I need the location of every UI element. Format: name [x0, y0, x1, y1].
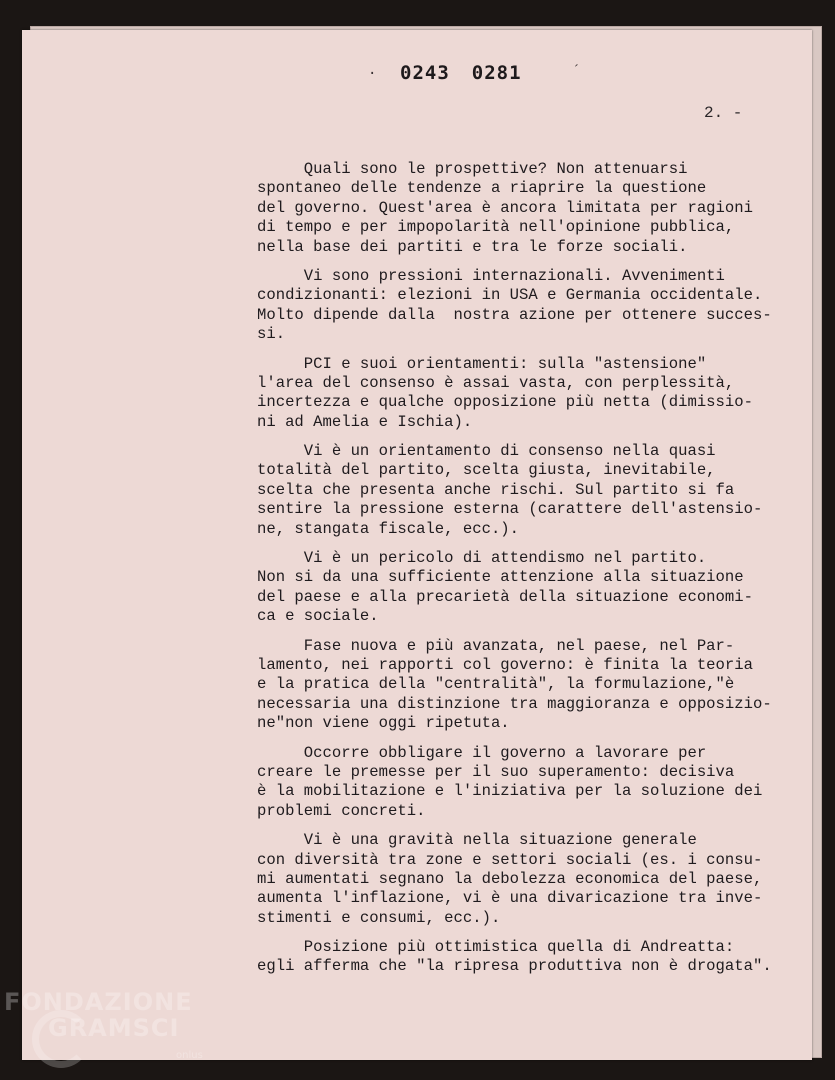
paragraph: [257, 442, 797, 539]
text-line: nella base dei partiti e tra le forze sociali.: [257, 237, 688, 256]
fondazione-gramsci-watermark: [4, 988, 203, 1061]
text-line: Quali sono le prospettive? Non attenuarsi: [257, 160, 688, 178]
text-line: Occorre obbligare il governo a lavorare per: [257, 743, 707, 762]
paragraph: [257, 938, 797, 977]
text-line: scelta che presenta anche rischi. Sul partito si fa: [257, 480, 735, 499]
text-line: Vi è un orientamento di consenso nella quasi: [257, 442, 716, 461]
paragraph: [257, 160, 797, 257]
text-line: Molto dipende dalla nostra azione per ottenere succes-: [257, 305, 772, 324]
text-line: ne, stangata fiscale, ecc.).: [257, 519, 520, 538]
page-number: 2. -: [704, 104, 743, 122]
document-body: [257, 160, 797, 987]
text-line: ne"non viene oggi ripetuta.: [257, 714, 510, 733]
archive-number-2: 0281: [471, 62, 522, 84]
text-line: Vi è un pericolo di attendismo nel partito.: [257, 549, 707, 568]
text-line: si.: [257, 325, 286, 344]
text-line: aumenta l'inflazione, vi è una divaricazione tra inve-: [257, 889, 763, 908]
text-line: mi aumentati segnano la debolezza economica del paese,: [257, 869, 763, 888]
text-line: necessaria una distinzione tra maggioranza e opposizio-: [257, 694, 772, 713]
watermark-line-3: onlus: [176, 1050, 203, 1061]
text-line: ca e sociale.: [257, 607, 379, 626]
text-line: ni ad Amelia e Ischia).: [257, 412, 473, 431]
text-line: del paese e alla precarietà della situazione economi-: [257, 587, 753, 606]
archive-stamp: [400, 62, 544, 84]
text-line: con diversità tra zone e settori sociali (es. i consu-: [257, 850, 763, 869]
watermark-line-1: FONDAZIONE: [4, 988, 193, 1016]
archive-number-1: 0243: [400, 62, 450, 84]
text-line: lamento, nei rapporti col governo: è finita la teoria: [257, 655, 753, 674]
text-line: è la mobilitazione e l'iniziativa per la soluzione dei: [257, 782, 763, 801]
text-line: Vi sono pressioni internazionali. Avvenimenti: [257, 266, 725, 285]
paragraph: [257, 744, 797, 822]
text-line: l'area del consenso è assai vasta, con perplessità,: [257, 373, 735, 392]
text-line: egli afferma che "la ripresa produttiva non è drogata".: [257, 957, 772, 976]
text-line: del governo. Quest'area è ancora limitata per ragioni: [257, 198, 753, 217]
stamp-mark-right: ˊ: [574, 62, 579, 78]
paragraph: [257, 831, 797, 928]
text-line: di tempo e per impopolarità nell'opinione pubblica,: [257, 218, 735, 237]
text-line: totalità del partito, scelta giusta, inevitabile,: [257, 461, 716, 480]
text-line: incertezza e qualche opposizione più netta (dimissio-: [257, 393, 753, 412]
text-line: problemi concreti.: [257, 801, 426, 820]
watermark-line-2: GRAMSCI: [48, 1014, 180, 1042]
text-line: Non si da una sufficiente attenzione alla situazione: [257, 568, 744, 587]
text-line: stimenti e consumi, ecc.).: [257, 908, 501, 927]
stamp-mark-left: ·: [368, 66, 377, 82]
text-line: creare le premesse per il suo superamento: decisiva: [257, 762, 735, 781]
paragraph: [257, 267, 797, 345]
text-line: spontaneo delle tendenze a riaprire la questione: [257, 179, 707, 198]
paragraph: [257, 549, 797, 627]
text-line: Posizione più ottimistica quella di Andreatta:: [257, 938, 735, 957]
text-line: e la pratica della "centralità", la formulazione,"è: [257, 675, 735, 694]
text-line: PCI e suoi orientamenti: sulla "astensione": [257, 354, 707, 373]
text-line: sentire la pressione esterna (carattere dell'astensio-: [257, 500, 763, 519]
text-line: condizionanti: elezioni in USA e Germania occidentale.: [257, 286, 763, 305]
text-line: Fase nuova e più avanzata, nel paese, nel Par-: [257, 636, 735, 655]
text-line: Vi è una gravità nella situazione generale: [257, 831, 697, 850]
paragraph: [257, 637, 797, 734]
paragraph: [257, 355, 797, 433]
